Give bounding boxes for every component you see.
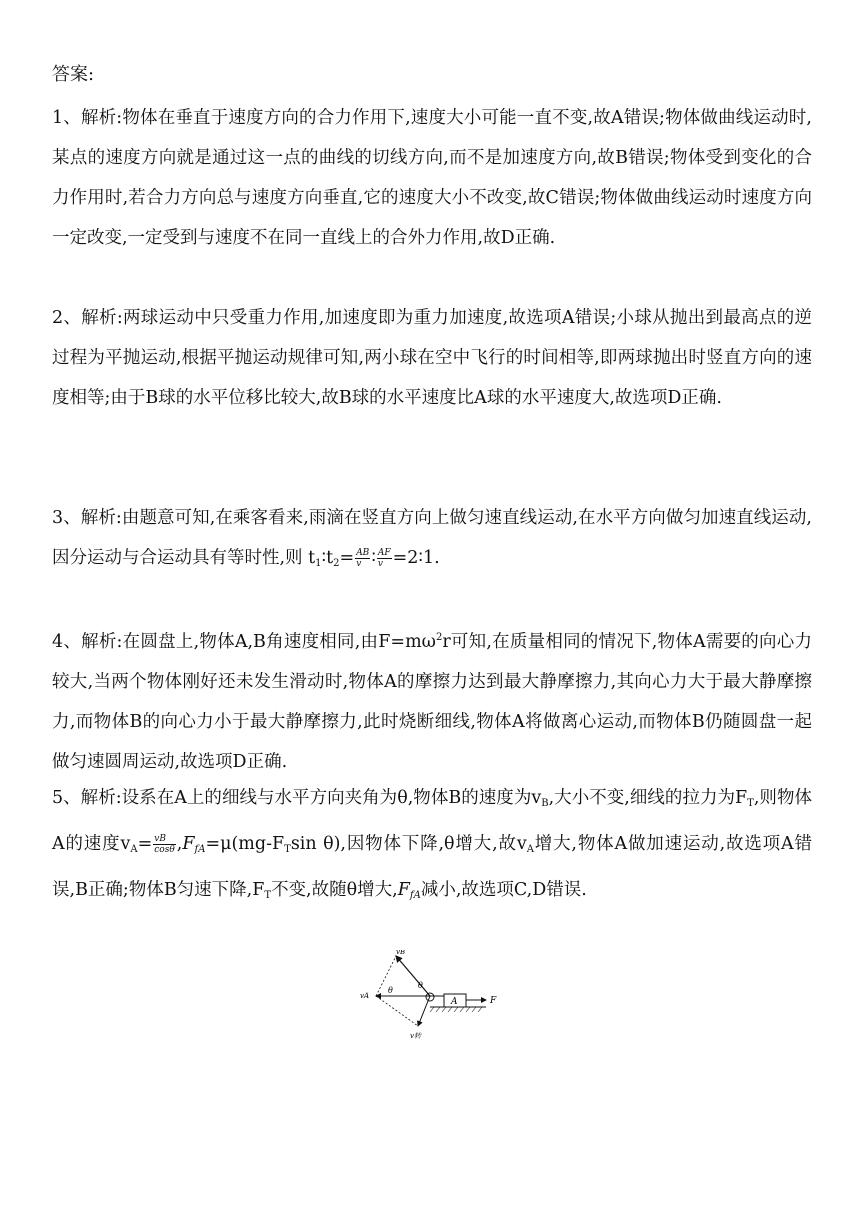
vb-arrow: [396, 956, 430, 996]
colon-t: ∶t: [321, 548, 334, 568]
subscript: fA: [194, 844, 206, 855]
subscript: B: [541, 798, 549, 809]
fraction-ab-v: $\frac{AB}{v}$: [356, 548, 370, 569]
label-a: A: [451, 997, 458, 1007]
answer-1-text: 1、解析:物体在垂直于速度方向的合力作用下,速度大小可能一直不变,故A错误;物体做曲线运动时,某点的速度方向就是通过这一点的曲线的切线方向,而不是加速度方向,故B错误;物体受到变化的合力作用时,若合力方向总与速度方向垂直,它的速度大小不改变,故C错误;物体做曲线运动时速度方向一定改变,一定受到与速度不在同一直线上的合外力作用,故D正确.: [52, 108, 812, 248]
answer-5-part: =: [137, 834, 153, 854]
subscript: T: [747, 798, 754, 809]
fraction-af-v: $\frac{AF}{v}$: [377, 548, 391, 569]
fraction-vb-cos: $\frac{vB}{\cos\theta}$: [154, 834, 175, 855]
colon: ∶: [371, 548, 376, 568]
answer-1: [52, 98, 812, 258]
dashed-side: [376, 996, 418, 1026]
superscript-2: 2: [435, 632, 443, 643]
ground-hatch: [430, 1007, 482, 1012]
answer-5-part: ,大小不变,细线的拉力为F: [548, 788, 748, 808]
subscript: A: [526, 844, 534, 855]
answer-2-text: 2、解析:两球运动中只受重力作用,加速度即为重力加速度,故选项A错误;小球从抛出到最高点的逆过程为平抛运动,根据平抛运动规律可知,两小球在空中飞行的时间相等,即两球抛出时竖直方向的速度相等;由于B球的水平位移比较大,故B球的水平速度比A球的水平速度大,故选项D正确.: [52, 308, 812, 408]
label-vb: vB: [396, 950, 406, 956]
label-v-rotate: v转: [410, 1032, 421, 1040]
dashed-side: [376, 956, 396, 996]
answer-2: [52, 298, 812, 418]
answer-4: [52, 618, 812, 782]
answer-5-part: ,则物体A的速度v: [52, 788, 812, 854]
answer-3-text: 3、解析:由题意可知,在乘客看来,雨滴在竖直方向上做匀速直线运动,在水平方向做匀加速直线运动,因分运动与合运动具有等时性,则 t: [52, 508, 812, 568]
answer-5-part: =μ(mg-F: [205, 834, 285, 854]
subscript: fA: [409, 890, 421, 901]
answer-3: [52, 498, 812, 584]
label-theta-left: θ: [388, 986, 393, 995]
answer-heading: 答案:: [52, 64, 95, 85]
subscript: A: [130, 844, 138, 855]
answer-5-part: 5、解析:设系在A上的细线与水平方向夹角为θ,物体B的速度为v: [52, 788, 542, 808]
answer-5-part: ,: [176, 834, 183, 854]
answer-4-text-b: r可知,在质量相同的情况下,物体A需要的向心力较大,当两个物体刚好还未发生滑动时,物体A的摩擦力达到最大静摩擦力,其向心力大于最大静摩擦力,而物体B的向心力小于最大静摩擦力,此时烧断细线,物体A将做离心运动,而物体B仍随圆盘一起做匀速圆周运动,故选项D正确.: [52, 632, 812, 772]
friction-symbol: F: [182, 834, 195, 854]
velocity-diagram: [358, 950, 508, 1042]
subscript: T: [284, 844, 291, 855]
answer-5-part: 减小,故选项C,D错误.: [420, 880, 587, 900]
answer-4-text-a: 4、解析:在圆盘上,物体A,B角速度相同,由F=mω: [52, 632, 436, 652]
label-theta-right: θ: [418, 981, 423, 990]
answer-5: [52, 778, 812, 916]
v-rotate-arrow: [418, 996, 430, 1026]
ratio-result: =2∶1.: [392, 548, 440, 568]
answer-5-part: sin θ),因物体下降,θ增大,故v: [290, 834, 527, 854]
label-f: F: [490, 996, 497, 1006]
equals: =: [339, 548, 355, 568]
subscript-2: 2: [333, 558, 340, 569]
subscript-1: 1: [315, 558, 322, 569]
friction-symbol: F: [397, 880, 410, 900]
answer-5-part: 不变,故随θ增大,: [271, 880, 398, 900]
answer-5-part: 增大,物体A做加速运动,故选项A错误,B正确;物体B匀速下降,F: [52, 834, 812, 900]
subscript: T: [264, 890, 272, 901]
label-va: vA: [360, 992, 370, 1000]
